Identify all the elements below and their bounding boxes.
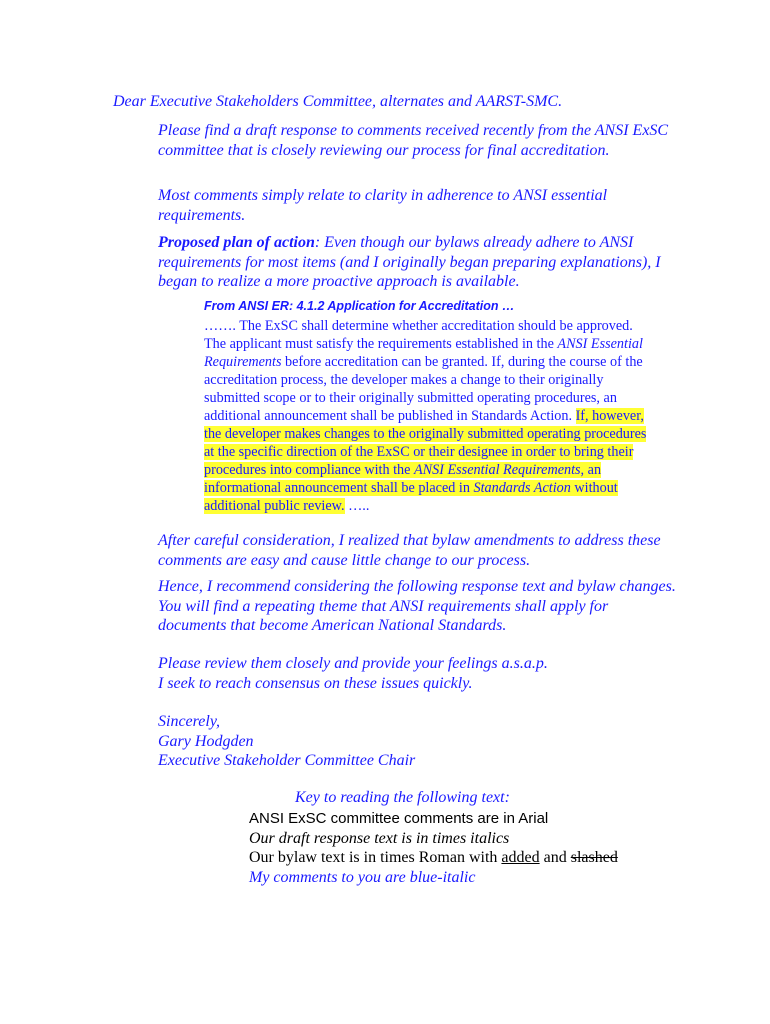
key-legend <box>249 809 618 887</box>
key-slashed-example: slashed <box>570 849 618 866</box>
salutation: Sincerely, <box>158 713 221 730</box>
highlight-part1: If, however, the developer makes changes to the originally submitted operating procedures at the specific direction of the ExSC or their designee in order to bring their procedures into compliance with the <box>204 408 647 478</box>
quote-part2: before accreditation can be granted. If, during the course of the accreditation process, the developer makes a change to their originally submitted scope or to their originally submitted operating procedures, an additional announcement shall be published in Standards Action. <box>204 354 643 424</box>
plan-of-action-label: Proposed plan of action <box>158 234 315 251</box>
highlight-em1: ANSI Essential Requirements <box>414 462 581 478</box>
key-blue-italic-line: My comments to you are blue-italic <box>249 868 476 886</box>
key-added-example: added <box>501 849 540 866</box>
highlight-part3: without additional public review. <box>204 480 618 514</box>
review-line1: Please review them closely and provide your feelings a.s.a.p. <box>158 655 548 672</box>
highlight-em2: Standards Action <box>473 480 571 496</box>
quote-part1: ……. The ExSC shall determine whether accreditation should be approved. The applicant must satisfy the requirements established in the <box>204 318 633 352</box>
plan-colon: : <box>314 234 321 251</box>
highlight-part2: , an informational announcement shall be placed in <box>204 462 602 496</box>
key-arial-line: ANSI ExSC committee comments are in Arial <box>249 810 549 827</box>
paragraph-consideration: After careful consideration, I realized that bylaw amendments to address these comments are easy and cause little change to our process. <box>158 532 661 569</box>
review-line2: I seek to reach consensus on these issues quickly. <box>158 674 473 692</box>
paragraph-plan-of-action <box>158 233 678 292</box>
closing-signature <box>158 712 415 771</box>
key-title: Key to reading the following text: <box>295 789 510 806</box>
quote-part1-em: ANSI Essential Requirements <box>204 336 643 370</box>
signer-title: Executive Stakeholder Committee Chair <box>158 752 416 769</box>
plan-of-action-text: Even though our bylaws already adhere to ANSI requirements for most items (and I originally began preparing explanations), I began to realize a more proactive approach is available. <box>158 234 661 290</box>
greeting: Dear Executive Stakeholders Committee, alternates and AARST-SMC. <box>113 93 563 110</box>
paragraph-draft-response: Please find a draft response to comments received recently from the ANSI ExSC committee that is closely reviewing our process for final accreditation. <box>158 122 669 159</box>
key-roman-line <box>249 848 618 868</box>
signer-name: Gary Hodgden <box>158 732 254 750</box>
paragraph-comments-clarity: Most comments simply relate to clarity in adherence to ANSI essential requirements. <box>158 187 608 224</box>
quote-tail: ….. <box>344 498 370 514</box>
paragraph-recommendation: Hence, I recommend considering the following response text and bylaw changes. You will find a repeating theme that ANSI requirements shall apply for documents that become American National Standards. <box>158 578 676 634</box>
key-roman-text: Our bylaw text is in times Roman with <box>249 849 502 866</box>
paragraph-review-request <box>158 654 678 693</box>
ansi-quote-block <box>204 317 654 515</box>
key-and: and <box>539 849 571 866</box>
key-italic-line: Our draft response text is in times italics <box>249 829 510 847</box>
quote-heading: From ANSI ER: 4.1.2 Application for Accreditation … <box>204 299 515 313</box>
